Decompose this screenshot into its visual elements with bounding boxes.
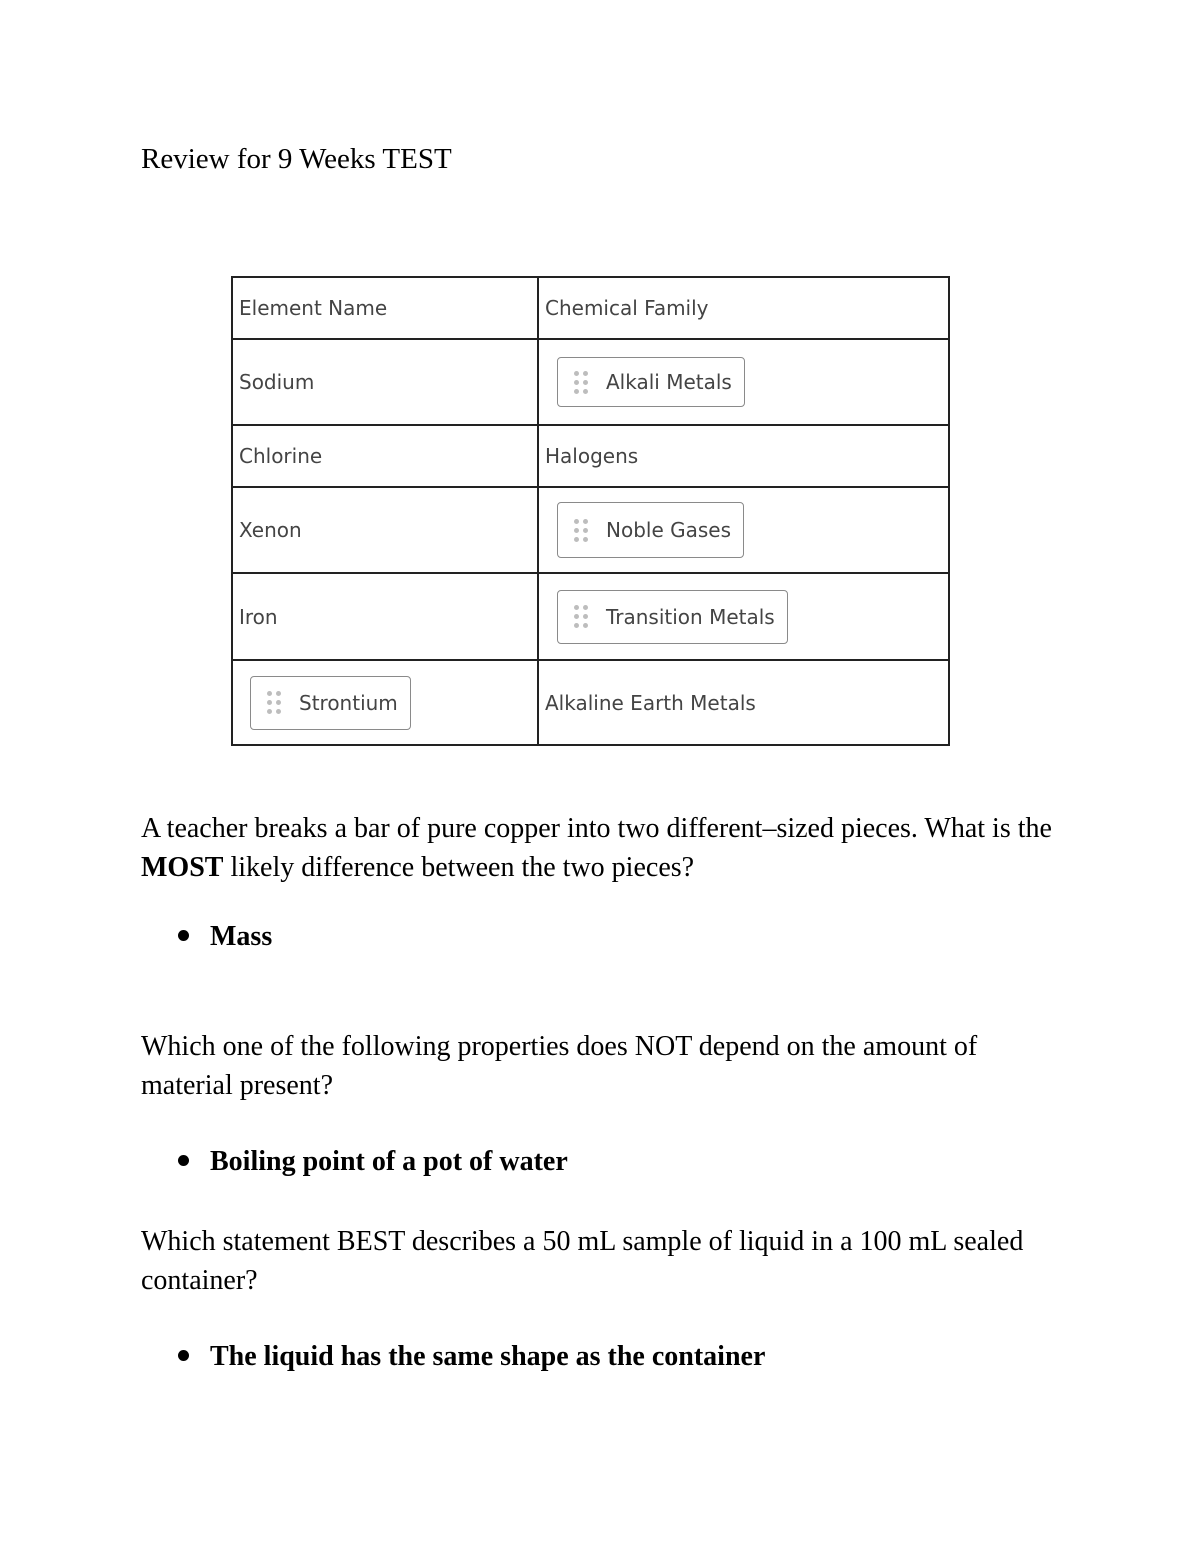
table-row [232,425,949,487]
answer-text: Boiling point of a pot of water [210,1146,568,1177]
header-chemical-family: Chemical Family [538,277,949,339]
bullet-icon [178,1155,189,1166]
table-row [232,487,949,573]
answer-1 [178,919,272,955]
table-row [232,339,949,425]
answer-text: The liquid has the same shape as the container [210,1341,766,1372]
question-text: A teacher breaks a bar of pure copper into two different–sized pieces. What is the [141,813,1052,844]
family-cell: Halogens [538,425,949,487]
bullet-icon [178,930,189,941]
draggable-answer-chip[interactable] [557,502,744,558]
table-row [232,573,949,660]
question-1 [141,809,1071,887]
family-cell: Alkaline Earth Metals [538,660,949,745]
family-cell [538,339,949,425]
bullet-icon [178,1350,189,1361]
draggable-answer-chip[interactable] [557,590,788,644]
drag-handle-icon [574,519,588,542]
header-element-name: Element Name [232,277,538,339]
question-text: likely difference between the two pieces? [223,852,695,883]
chip-label: Transition Metals [606,604,775,629]
page-title: Review for 9 Weeks TEST [141,143,452,175]
drag-handle-icon [574,371,588,394]
question-3: Which statement BEST describes a 50 mL sample of liquid in a 100 mL sealed container? [141,1226,1024,1296]
question-2: Which one of the following properties does NOT depend on the amount of material present? [141,1031,978,1101]
element-family-table [231,276,950,746]
answer-3 [178,1339,765,1375]
element-cell: Xenon [232,487,538,573]
drag-handle-icon [267,691,281,714]
chip-label: Strontium [299,690,398,715]
drag-handle-icon [574,605,588,628]
table-header-row [232,277,949,339]
element-cell: Sodium [232,339,538,425]
question-emphasis: MOST [141,852,224,883]
family-cell [538,573,949,660]
draggable-answer-chip[interactable] [557,357,745,407]
element-cell: Chlorine [232,425,538,487]
answer-2 [178,1144,568,1180]
answer-text: Mass [210,921,273,952]
table-row [232,660,949,745]
chip-label: Alkali Metals [606,370,732,395]
family-cell [538,487,949,573]
draggable-answer-chip[interactable] [250,676,411,730]
chip-label: Noble Gases [606,518,732,542]
element-cell [232,660,538,745]
element-cell: Iron [232,573,538,660]
